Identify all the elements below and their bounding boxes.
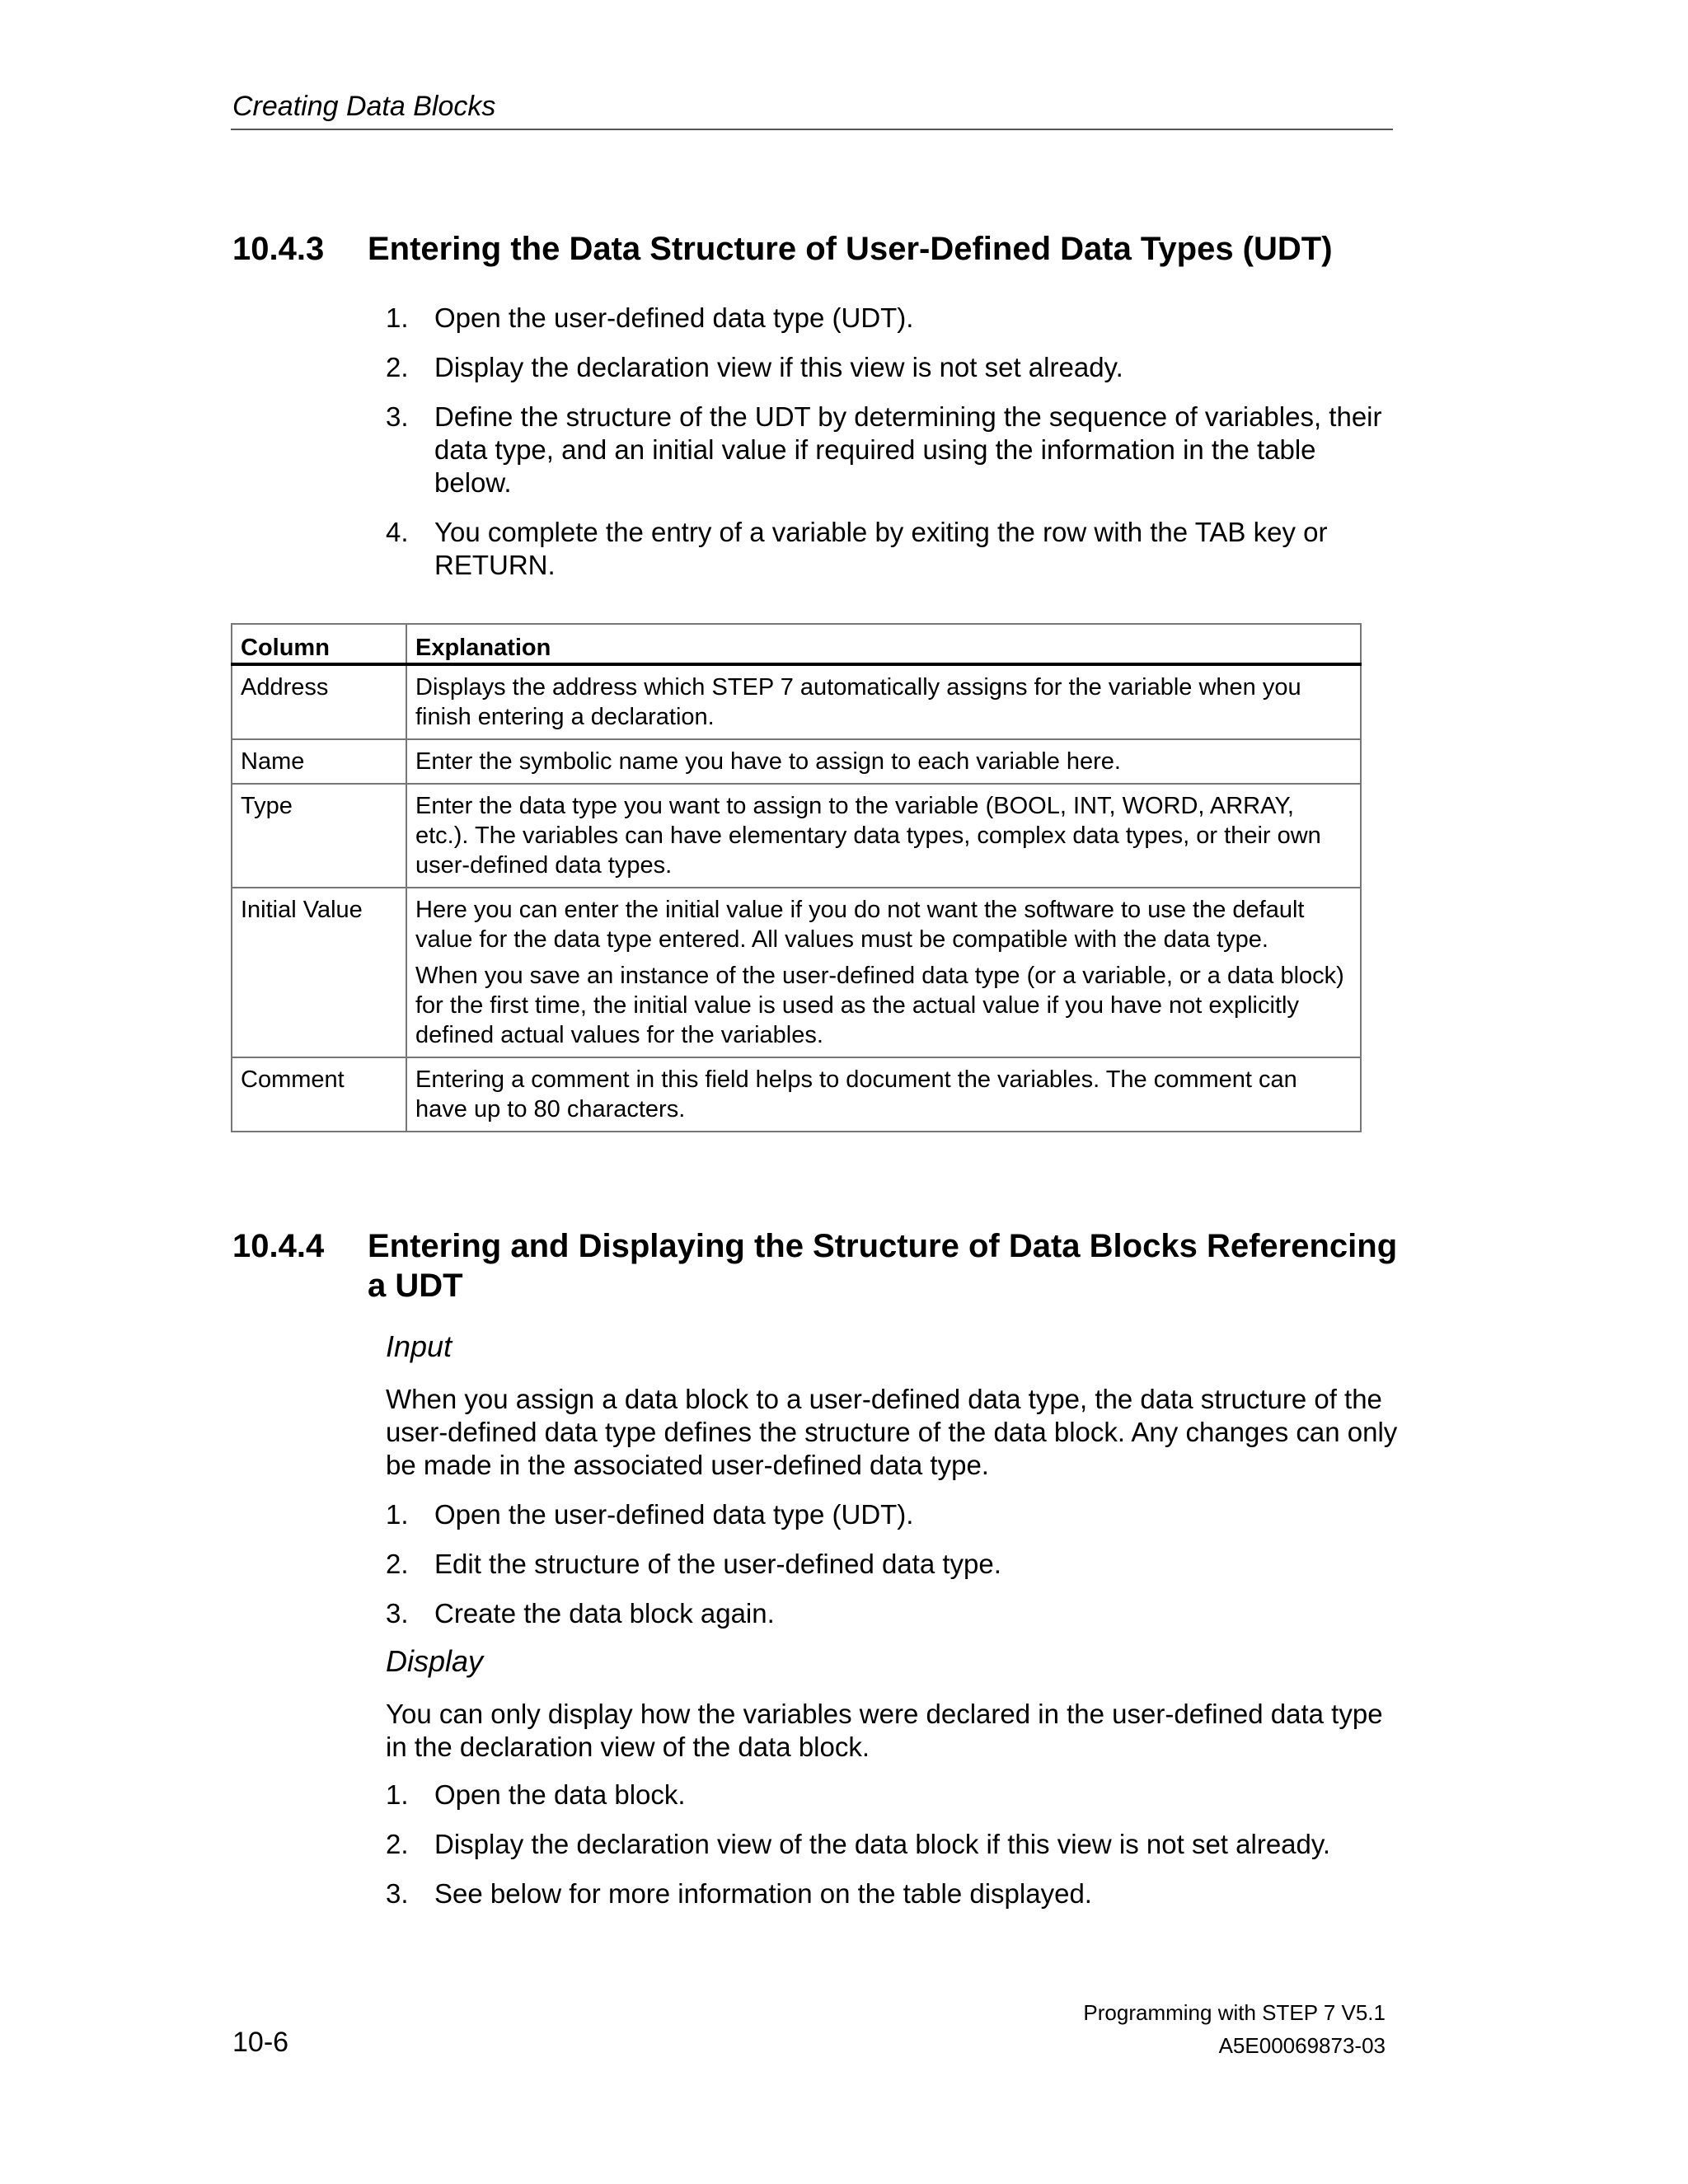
display-paragraph: You can only display how the variables were declared in the user-defined data type in the declaration view of the data block. [386, 1699, 1383, 1762]
table-cell-column: Comment [232, 1057, 406, 1132]
table-cell-explanation [406, 1057, 1361, 1132]
step-number: 2. [386, 1549, 409, 1579]
section-number: 10.4.3 [232, 231, 325, 267]
table-row [232, 739, 1361, 784]
step-text: Define the structure of the UDT by determining the sequence of variables, their data type, and an initial value if required using the information in the table below. [434, 401, 1382, 498]
table-cell-column: Address [232, 664, 406, 739]
page-number: 10-6 [232, 2027, 289, 2058]
step-number: 1. [386, 1499, 409, 1530]
header-rule [231, 129, 1393, 130]
explanation-text: Displays the address which STEP 7 automatically assigns for the variable when you finish entering a declaration. [415, 674, 1301, 730]
step-text: Display the declaration view of the data block if this view is not set already. [434, 1829, 1331, 1859]
table-header-explanation: Explanation [406, 624, 1361, 664]
column-explanation-table [231, 623, 1362, 1132]
explanation-text: Entering a comment in this field helps to document the variables. The comment can have up to 80 characters. [415, 1066, 1297, 1122]
section-number: 10.4.4 [232, 1228, 325, 1264]
table-cell-column: Name [232, 739, 406, 784]
step-text: Edit the structure of the user-defined data type. [434, 1549, 1001, 1579]
input-paragraph: When you assign a data block to a user-defined data type, the data structure of the user-defined data type defines the structure of the data block. Any changes can only be made in the associated user-defined data type. [386, 1384, 1398, 1480]
table-row [232, 664, 1361, 739]
subheading-input: Input [386, 1329, 452, 1363]
table-cell-explanation [406, 888, 1361, 1057]
step-number: 3. [386, 401, 409, 432]
table-header-column: Column [232, 624, 406, 664]
table-cell-column: Type [232, 784, 406, 888]
step-number: 1. [386, 302, 409, 333]
running-header: Creating Data Blocks [232, 91, 496, 122]
subheading-display: Display [386, 1644, 484, 1678]
step-number: 3. [386, 1598, 409, 1629]
step-text: Open the data block. [434, 1779, 686, 1810]
step-text: You complete the entry of a variable by exiting the row with the TAB key or RETURN. [434, 517, 1328, 580]
table-row [232, 1057, 1361, 1132]
table-row [232, 784, 1361, 888]
step-number: 2. [386, 352, 409, 382]
explanation-text: Enter the data type you want to assign to the variable (BOOL, INT, WORD, ARRAY, etc.). The variables can have elementary data types, complex data types, or their own user-defined data types. [415, 793, 1321, 879]
doc-number: A5E00069873-03 [1218, 2033, 1386, 2058]
footer-manual-info [1083, 1996, 1386, 2062]
explanation-text: Here you can enter the initial value if you do not want the software to use the default value for the data type entered. All values must be compatible with the data type. [415, 897, 1305, 953]
step-number: 4. [386, 517, 409, 547]
explanation-text: Enter the symbolic name you have to assign to each variable here. [415, 748, 1121, 775]
step-text: Display the declaration view if this view is not set already. [434, 352, 1123, 382]
step-number: 2. [386, 1829, 409, 1859]
section-title: Entering and Displaying the Structure of Data Blocks Referencing a UDT [368, 1228, 1398, 1304]
table-row [232, 888, 1361, 1057]
manual-title: Programming with STEP 7 V5.1 [1083, 2000, 1386, 2025]
table-cell-explanation [406, 739, 1361, 784]
step-text: See below for more information on the table displayed. [434, 1878, 1092, 1909]
step-number: 1. [386, 1779, 409, 1810]
section-title: Entering the Data Structure of User-Defined Data Types (UDT) [368, 231, 1333, 267]
step-text: Open the user-defined data type (UDT). [434, 1499, 914, 1530]
table-cell-column: Initial Value [232, 888, 406, 1057]
step-number: 3. [386, 1878, 409, 1909]
table-cell-explanation [406, 664, 1361, 739]
explanation-text: When you save an instance of the user-defined data type (or a variable, or a data block) for the first time, the initial value is used as the actual value if you have not explicitly defined actual values for the variables. [415, 963, 1344, 1048]
table-cell-explanation [406, 784, 1361, 888]
step-text: Create the data block again. [434, 1598, 775, 1629]
step-text: Open the user-defined data type (UDT). [434, 302, 914, 333]
table-header-row [232, 624, 1361, 664]
